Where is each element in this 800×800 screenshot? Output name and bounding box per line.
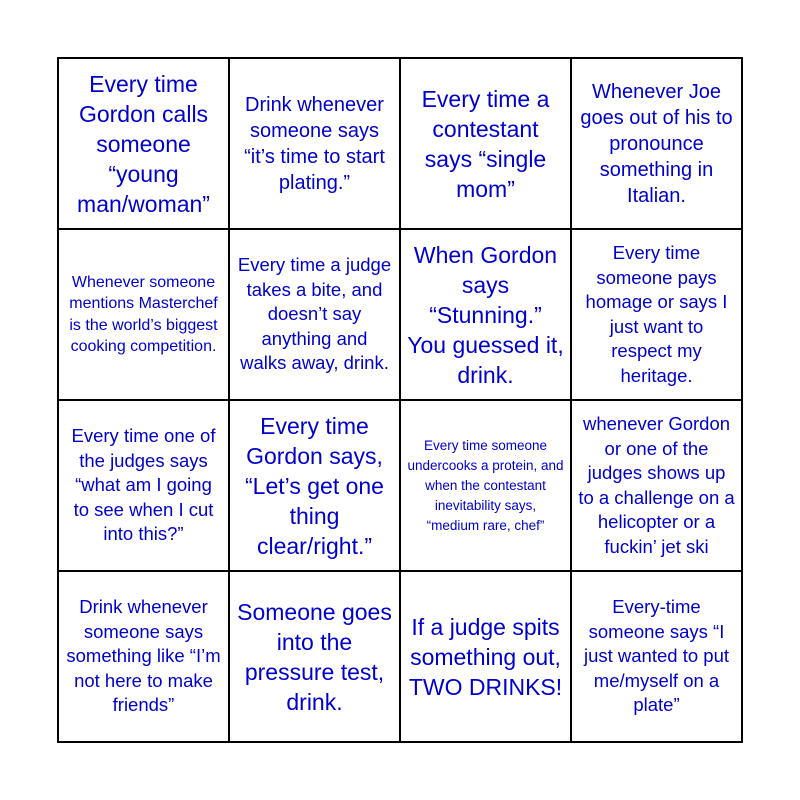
bingo-cell[interactable] bbox=[400, 229, 571, 400]
bingo-cell[interactable] bbox=[58, 58, 229, 229]
bingo-cell[interactable] bbox=[571, 571, 742, 742]
bingo-board bbox=[57, 57, 743, 743]
bingo-cell-text: When Gordon says “Stunning.” You guessed it, drink. bbox=[407, 241, 564, 388]
bingo-cell-text: Whenever Joe goes out of his to pronounce something in Italian. bbox=[580, 80, 733, 207]
bingo-cell-text: Every time someone undercooks a protein, and when the contestant inevitability says, “medium rare, chef” bbox=[407, 437, 564, 533]
bingo-cell[interactable] bbox=[229, 400, 400, 571]
bingo-cell-text: Every time a judge takes a bite, and doesn’t say anything and walks away, drink. bbox=[237, 254, 392, 374]
bingo-cell[interactable] bbox=[571, 400, 742, 571]
bingo-cell-text: Every time a contestant says “single mom” bbox=[421, 85, 550, 202]
bingo-cell-text: Every-time someone says “I just wanted to put me/myself on a plate” bbox=[583, 596, 729, 716]
bingo-cell-text: Every time one of the judges says “what am I going to see when I cut into this?” bbox=[71, 425, 216, 545]
bingo-cell[interactable] bbox=[400, 400, 571, 571]
bingo-cell[interactable] bbox=[400, 571, 571, 742]
bingo-cell-text: Every time someone pays homage or says I just want to respect my heritage. bbox=[585, 242, 728, 386]
bingo-cell-text: whenever Gordon or one of the judges shows up to a challenge on a helicopter or a fuckin’ jet ski bbox=[578, 413, 735, 557]
bingo-cell[interactable] bbox=[229, 58, 400, 229]
bingo-cell-text: If a judge spits something out, TWO DRINKS! bbox=[408, 613, 563, 700]
bingo-cell[interactable] bbox=[229, 229, 400, 400]
bingo-cell-text: Someone goes into the pressure test, drink. bbox=[237, 598, 392, 715]
bingo-cell[interactable] bbox=[400, 58, 571, 229]
bingo-cell[interactable] bbox=[571, 58, 742, 229]
bingo-cell[interactable] bbox=[58, 229, 229, 400]
bingo-cell-text: Whenever someone mentions Masterchef is the world’s biggest cooking competition. bbox=[69, 273, 218, 355]
bingo-cell-text: Every time Gordon calls someone “young man/woman” bbox=[77, 70, 210, 217]
bingo-cell-text: Every time Gordon says, “Let’s get one thing clear/right.” bbox=[245, 412, 384, 559]
bingo-cell-text: Drink whenever someone says something like “I’m not here to make friends” bbox=[66, 596, 221, 716]
bingo-cell[interactable] bbox=[58, 400, 229, 571]
bingo-cell[interactable] bbox=[58, 571, 229, 742]
bingo-cell-text: Drink whenever someone says “it’s time to start plating.” bbox=[244, 93, 385, 194]
bingo-cell[interactable] bbox=[571, 229, 742, 400]
bingo-cell[interactable] bbox=[229, 571, 400, 742]
